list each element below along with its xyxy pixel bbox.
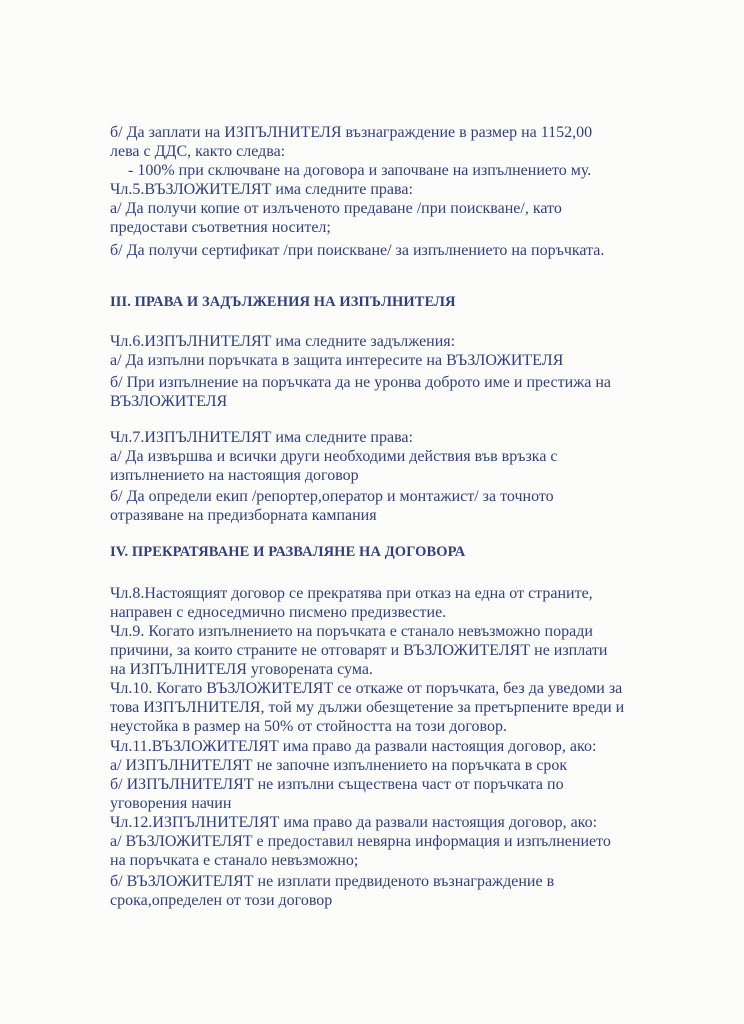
text-line: срока,определен от този договор (110, 892, 333, 909)
text-line: лева с ДДС, както следва: (110, 143, 286, 160)
text-line: Чл.6.ИЗПЪЛНИТЕЛЯТ има следните задължения: (110, 333, 456, 350)
text-line: това ИЗПЪЛНИТЕЛЯ, той му дължи обезщетение за претърпените вреди и (110, 699, 625, 716)
text-line: ВЪЗЛОЖИТЕЛЯ (110, 393, 228, 410)
text-line: а/ Да получи копие от излъченото предаване /при поискване/, като (110, 200, 562, 217)
text-line: на ИЗПЪЛНИТЕЛЯ уговорената сума. (110, 661, 373, 678)
text-line: а/ ВЪЗЛОЖИТЕЛЯТ е предоставил невярна информация и изпълнението (110, 833, 611, 850)
text-line: Чл.10. Когато ВЪЗЛОЖИТЕЛЯТ се откаже от поръчката, без да уведоми за (110, 680, 623, 697)
text-line: изпълнението на настоящия договор (110, 467, 359, 484)
text-line: б/ ИЗПЪЛНИТЕЛЯТ не изпълни съществена част от поръчката по (110, 776, 564, 793)
text-line: Чл.5.ВЪЗЛОЖИТЕЛЯТ има следните права: (110, 181, 413, 198)
text-line: б/ При изпълнение на поръчката да не уронва доброто име и престижа на (110, 374, 612, 391)
section-heading: III. ПРАВА И ЗАДЪЛЖЕНИЯ НА ИЗПЪЛНИТЕЛЯ (110, 294, 456, 310)
text-line: б/ Да определи екип /репортер,оператор и монтажист/ за точното (110, 488, 554, 505)
text-line: а/ ИЗПЪЛНИТЕЛЯТ не започне изпълнението на поръчката в срок (110, 757, 568, 774)
text-line: отразяване на предизборната кампания (110, 507, 377, 524)
text-line: Чл.12.ИЗПЪЛНИТЕЛЯТ има право да развали настоящия договор, ако: (110, 814, 598, 831)
text-line: Чл.7.ИЗПЪЛНИТЕЛЯТ има следните права: (110, 429, 413, 446)
section-heading: IV. ПРЕКРАТЯВАНЕ И РАЗВАЛЯНЕ НА ДОГОВОРА (110, 544, 466, 560)
text-line: Чл.8.Настоящият договор се прекратява при отказ на една от страните, (110, 585, 593, 602)
text-line: б/ ВЪЗЛОЖИТЕЛЯТ не изплати предвиденото възнаграждение в (110, 873, 555, 890)
text-line: неустойка в размер на 50% от стойността на този договор. (110, 718, 507, 735)
text-line: а/ Да извършва и всички други необходими действия във връзка с (110, 448, 558, 465)
text-line: б/ Да получи сертификат /при поискване/ за изпълнението на поръчката. (110, 242, 605, 259)
text-line: направен с едноседмично писмено предизвестие. (110, 604, 447, 621)
text-line: Чл.11.ВЪЗЛОЖИТЕЛЯТ има право да развали настоящия договор, ако: (110, 738, 597, 755)
text-line: на поръчката е станало невъзможно; (110, 852, 359, 869)
text-line: Чл.9. Когато изпълнението на поръчката е станало невъзможно поради (110, 623, 593, 640)
text-line: предостави съответния носител; (110, 219, 331, 236)
text-line: причини, за които страните не отговарят и ВЪЗЛОЖИТЕЛЯТ не изплати (110, 642, 608, 659)
text-line: а/ Да изпълни поръчката в защита интересите на ВЪЗЛОЖИТЕЛЯ (110, 352, 564, 369)
text-line: уговорения начин (110, 795, 232, 812)
list-item: - 100% при сключване на договора и започване на изпълнението му. (128, 162, 592, 179)
text-line: б/ Да заплати на ИЗПЪЛНИТЕЛЯ възнаграждение в размер на 1152,00 (110, 124, 593, 141)
